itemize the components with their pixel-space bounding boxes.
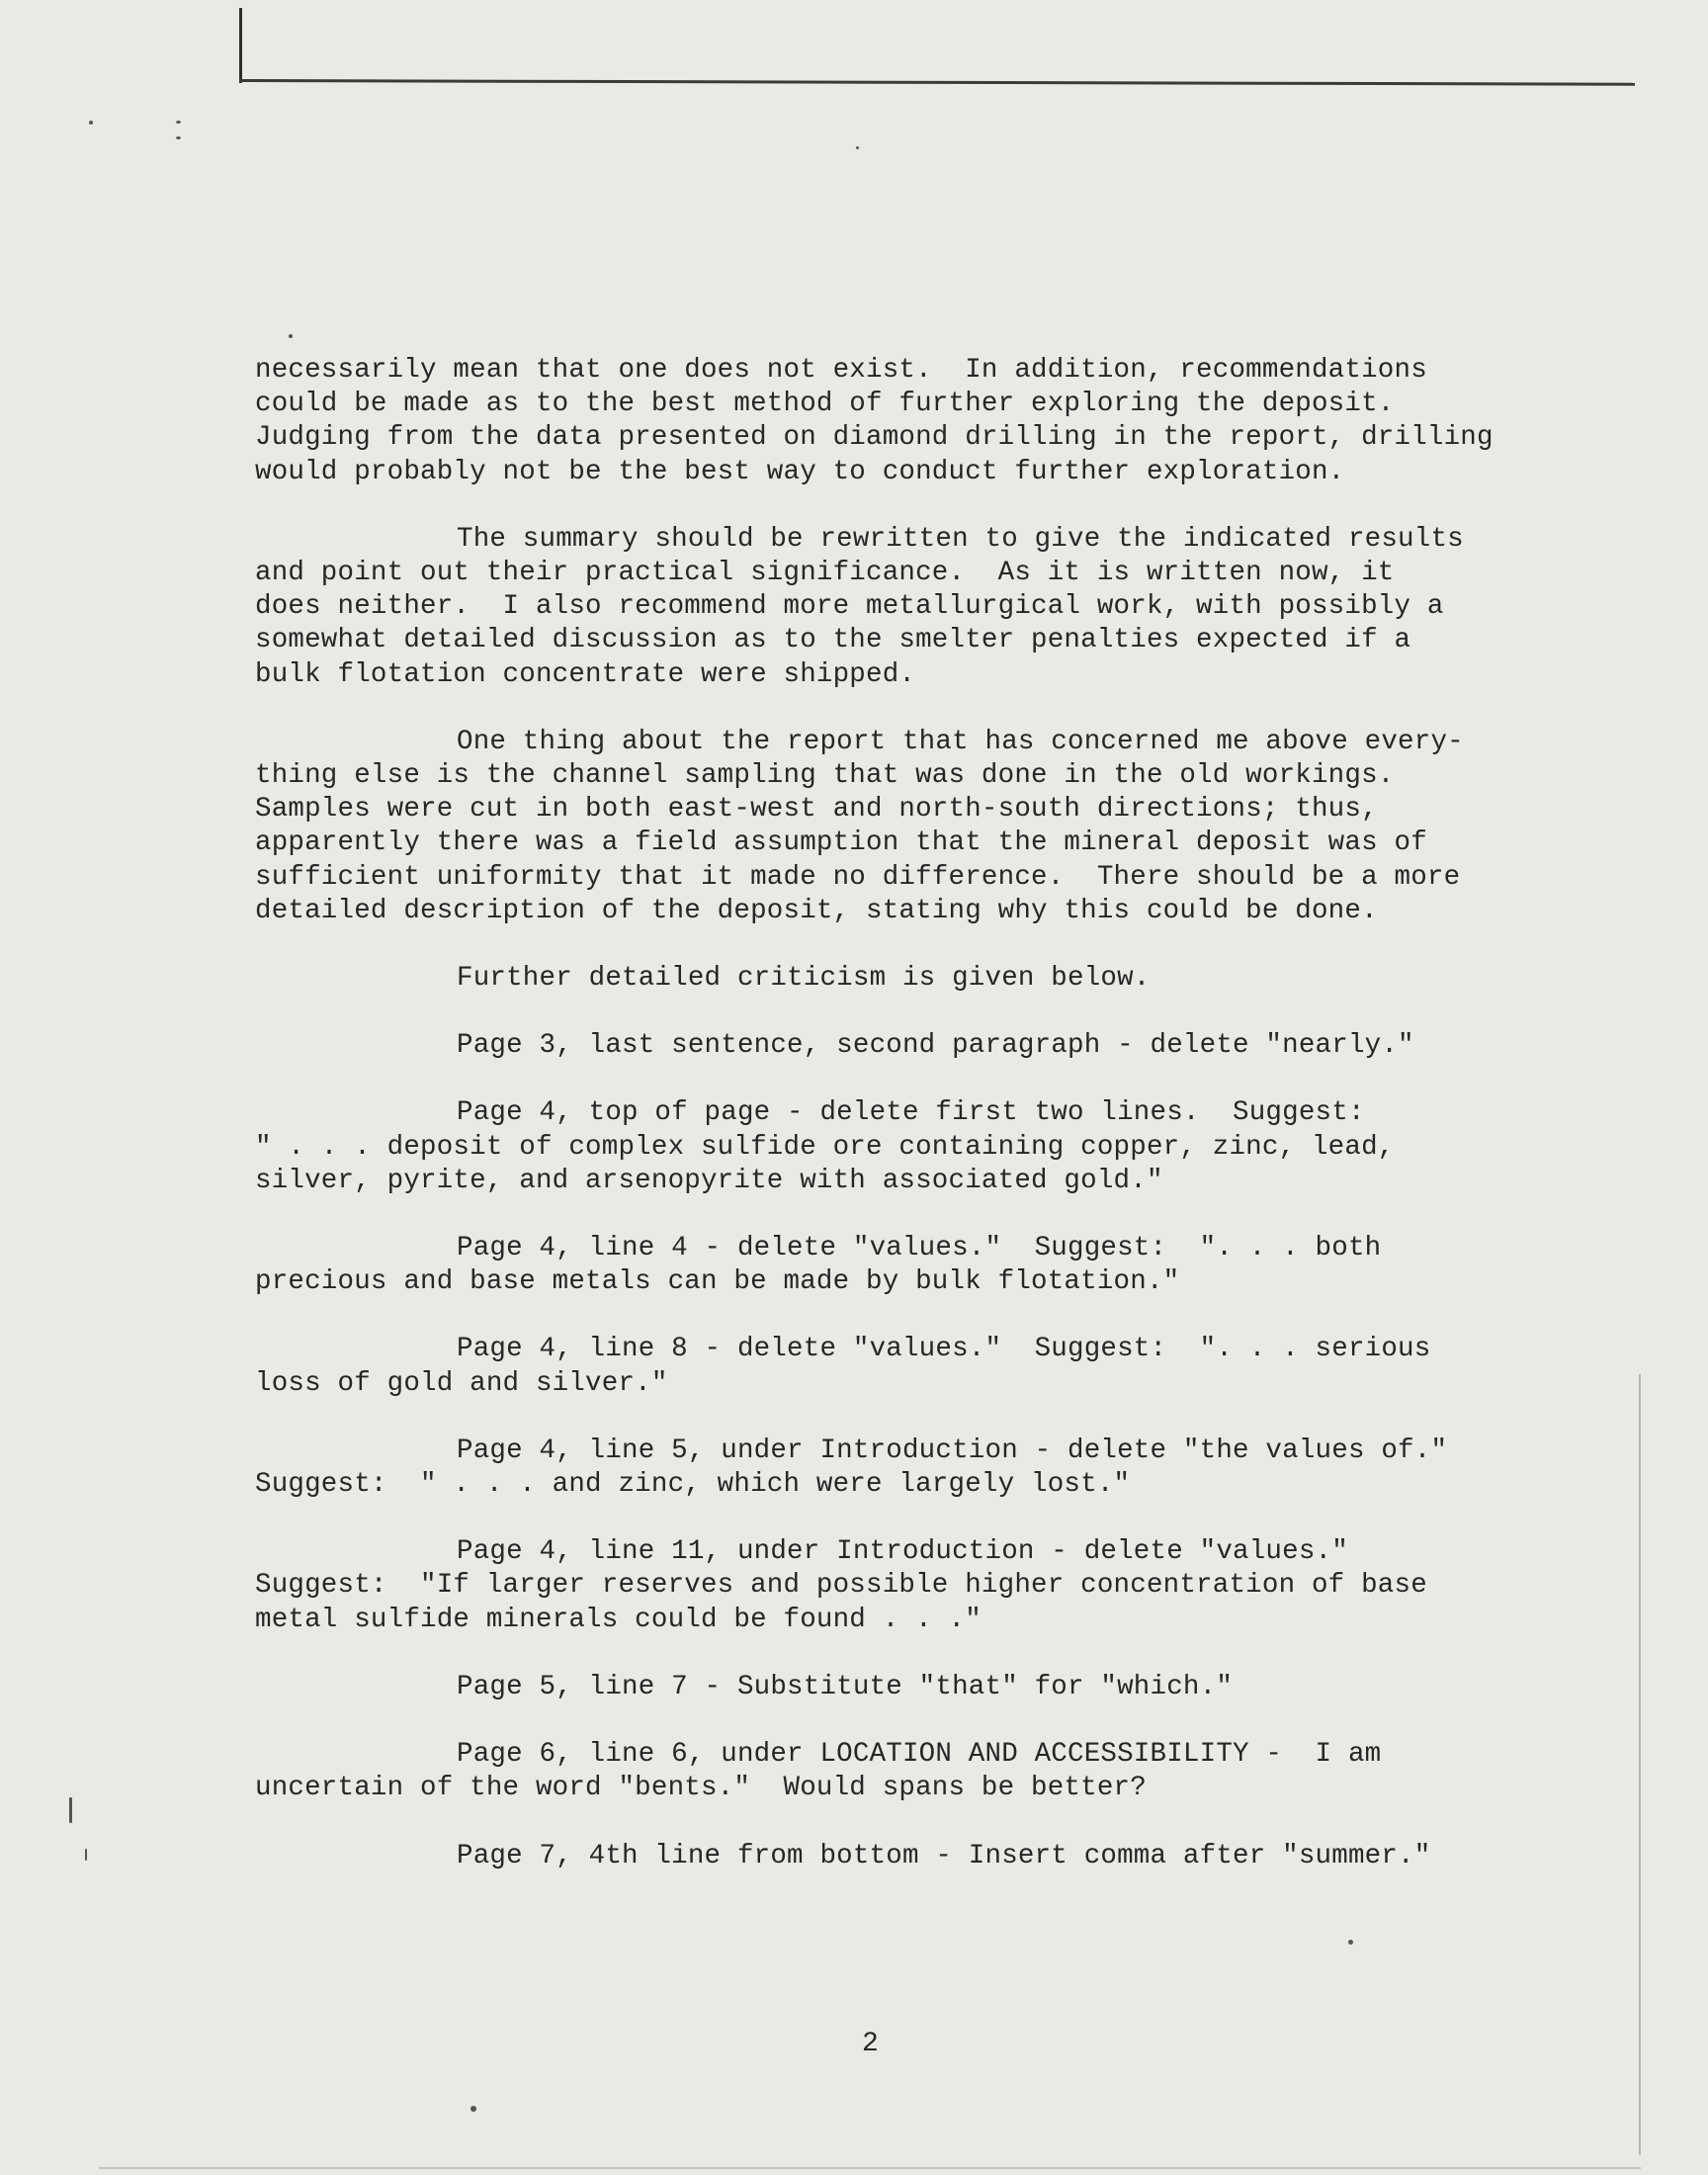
crop-mark-vertical	[239, 8, 242, 83]
text-line: metal sulfide minerals could be found . . ."	[255, 1604, 982, 1635]
text-line: Further detailed criticism is given below.	[457, 963, 1151, 995]
text-line: could be made as to the best method of further exploring the deposit.	[255, 389, 1395, 420]
text-line: Suggest: "If larger reserves and possible higher concentration of base	[255, 1570, 1427, 1602]
paragraph	[255, 1232, 1540, 1299]
text-line: " . . . deposit of complex sulfide ore containing copper, zinc, lead,	[255, 1131, 1395, 1163]
text-line: bulk flotation concentrate were shipped.	[255, 658, 916, 690]
text-line: thing else is the channel sampling that was done in the old workings.	[255, 760, 1395, 792]
page-edge-right	[1639, 1374, 1641, 2155]
text-line: and point out their practical significance. As it is written now, it	[255, 558, 1395, 589]
speck	[69, 1797, 72, 1823]
paragraph	[255, 1840, 1540, 1873]
text-line: necessarily mean that one does not exist. In addition, recommendations	[255, 355, 1427, 386]
text-line: Judging from the data presented on diamond drilling in the report, drilling	[255, 422, 1494, 454]
paragraph	[255, 1738, 1540, 1805]
speck	[176, 136, 181, 139]
paragraph	[255, 1096, 1540, 1198]
text-line: somewhat detailed discussion as to the smelter penalties expected if a	[255, 625, 1411, 656]
text-line: Suggest: " . . . and zinc, which were largely lost."	[255, 1469, 1131, 1501]
paragraph	[255, 1333, 1540, 1400]
speck	[89, 121, 93, 125]
page-number: 2	[862, 2029, 879, 2059]
text-line: Page 4, line 8 - delete "values." Suggest: ". . . serious	[457, 1334, 1431, 1365]
text-line: Page 5, line 7 - Substitute "that" for "which."	[457, 1671, 1234, 1702]
crop-mark-horizontal	[239, 79, 1635, 86]
text-line: One thing about the report that has concerned me above every-	[457, 726, 1464, 757]
speck	[1348, 1940, 1353, 1945]
text-line: The summary should be rewritten to give the indicated results	[457, 523, 1464, 555]
text-line: apparently there was a field assumption that the mineral deposit was of	[255, 827, 1427, 859]
text-line: precious and base metals can be made by bulk flotation."	[255, 1266, 1180, 1298]
text-line: would probably not be the best way to conduct further exploration.	[255, 456, 1345, 487]
speck	[85, 1849, 87, 1861]
text-line: sufficient uniformity that it made no difference. There should be a more	[255, 861, 1461, 893]
speck	[856, 146, 859, 149]
speck	[176, 121, 181, 124]
paragraph	[255, 1435, 1540, 1502]
text-line: uncertain of the word "bents." Would spans be better?	[255, 1773, 1147, 1804]
text-line: Page 6, line 6, under LOCATION AND ACCESSIBILITY - I am	[457, 1739, 1382, 1771]
text-line: detailed description of the deposit, stating why this could be done.	[255, 895, 1378, 926]
text-line: Samples were cut in both east-west and north-south directions; thus,	[255, 794, 1378, 826]
page-edge-bottom	[99, 2167, 1641, 2169]
text-line: loss of gold and silver."	[255, 1367, 668, 1399]
document-body	[255, 354, 1540, 1907]
text-line: Page 7, 4th line from bottom - Insert comma after "summer."	[457, 1840, 1431, 1871]
text-line: Page 4, line 4 - delete "values." Suggest: ". . . both	[457, 1233, 1382, 1264]
text-line: Page 4, top of page - delete first two lines. Suggest:	[457, 1097, 1365, 1129]
text-line: Page 3, last sentence, second paragraph - delete "nearly."	[457, 1030, 1414, 1062]
text-line: silver, pyrite, and arsenopyrite with associated gold."	[255, 1165, 1163, 1196]
speck	[289, 334, 293, 338]
paragraph	[255, 962, 1540, 996]
text-line: Page 4, line 11, under Introduction - delete "values."	[457, 1536, 1348, 1568]
text-line: does neither. I also recommend more metallurgical work, with possibly a	[255, 591, 1444, 623]
paragraph	[255, 354, 1540, 489]
text-line: Page 4, line 5, under Introduction - delete "the values of."	[457, 1435, 1448, 1466]
speck	[470, 2106, 476, 2112]
paragraph	[255, 726, 1540, 928]
paragraph	[255, 1535, 1540, 1637]
paragraph	[255, 1671, 1540, 1704]
paragraph	[255, 523, 1540, 692]
paragraph	[255, 1029, 1540, 1063]
